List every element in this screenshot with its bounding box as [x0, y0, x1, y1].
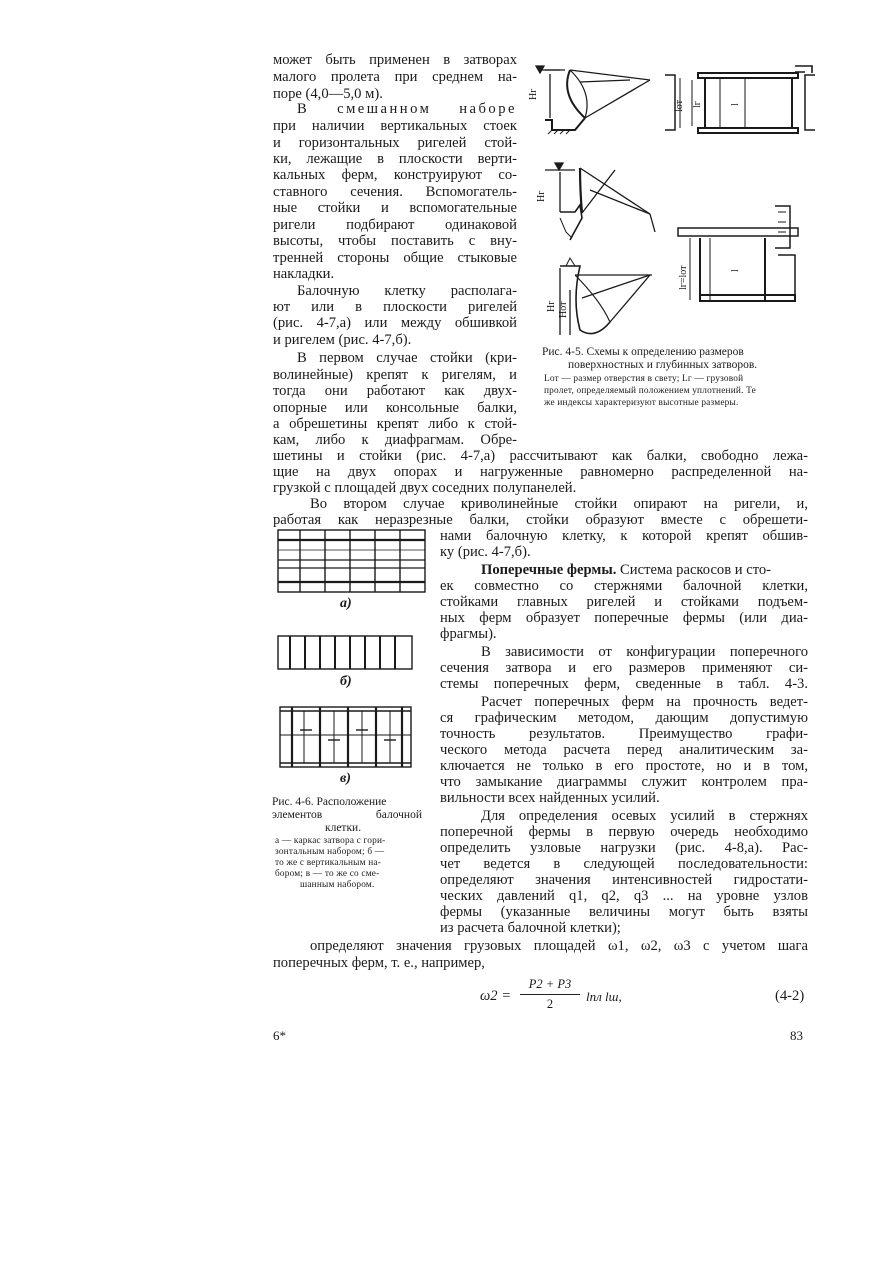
text-line: определяют значения грузовых площадей ω1, ω2, ω3 с учетом шага	[310, 938, 808, 954]
text-line: грузкой с площадей двух соседних полупанелей.	[273, 480, 577, 496]
text-line: ческого метода расчета перед аналитическим за-	[440, 742, 808, 758]
text-line: стойками главных ригелей и стойками подъем-	[440, 594, 808, 610]
figure-4-6-note-2: зонтальным набором; б —	[275, 847, 385, 857]
text-line: ек совместно со стержнями балочной клетки,	[440, 578, 808, 594]
text-line: и ригелем (рис. 4-7,б).	[273, 332, 412, 348]
text-line: (рис. 4-7,а) или между обшивкой	[273, 315, 517, 331]
label-lg-lot-2: lг=lот	[678, 265, 689, 290]
figure-4-6-caption-1: Рис. 4-6. Расположение	[272, 796, 387, 808]
text-line: Расчет поперечных ферм на прочность ведет-	[481, 694, 808, 710]
text-line: чет ведется в следующей последовательности:	[440, 856, 808, 872]
text-line: стемы поперечных ферм, сведенные в табл. 4-3.	[440, 676, 808, 692]
text-line: определяют значения интенсивностей гидростати-	[440, 872, 808, 888]
text-line: нами балочную клетку, к которой крепят обшив-	[440, 528, 808, 544]
text-line: накладки.	[273, 266, 335, 282]
formula-number: (4-2)	[775, 988, 805, 1004]
figure-4-6-label-c: в)	[340, 771, 351, 786]
text-line: высоты, чтобы поставить с вну-	[273, 233, 517, 249]
text-line-spaced: В смешанном наборе	[297, 101, 517, 117]
label-hg-1: Hг	[528, 88, 539, 100]
figure-4-6-note-5: шанным набором.	[300, 880, 375, 890]
text-line: сечения затвора и его размеров применяют си-	[440, 660, 808, 676]
label-hg-2: Hг	[536, 190, 547, 202]
text-line: и горизонтальных ригелей стой-	[273, 135, 517, 151]
text-line: из расчета балочной клетки);	[440, 920, 621, 936]
text-line: ческих давлений q1, q2, q3 ... на уровне узлов	[440, 888, 808, 904]
label-lot-1: lот	[674, 99, 685, 112]
text-line: опорные или консольные балки,	[273, 400, 517, 416]
text-line: ных ферм образует поперечные фермы (или диа-	[440, 610, 808, 626]
figure-4-5-note-3: же индексы характеризуют высотные размеры.	[544, 398, 739, 408]
text-line: ключается не только в его простоте, но и в том,	[440, 758, 808, 774]
formula-numerator: P2 + P3	[528, 977, 572, 991]
text-line: Во втором случае криволинейные стойки опирают на ригели, и,	[310, 496, 808, 512]
text-line: ставного сечения. Вспомогатель-	[273, 184, 517, 200]
figure-4-6-note-3: то же с вертикальным на-	[275, 858, 382, 868]
label-l-2: l	[730, 269, 741, 272]
text-line: тренней стороны общие стыковые	[273, 250, 517, 266]
text-line: кам, либо к диафрагмам. Обре-	[273, 432, 517, 448]
text-line: что замыкание диаграммы служит контролем пра-	[440, 774, 808, 790]
text-line: поперечной фермы в первую очередь необходимо	[440, 824, 808, 840]
text-line: ют или в плоскости ригелей	[273, 299, 517, 315]
text-line: Для определения осевых усилий в стержнях	[481, 808, 808, 824]
text-line: работая как неразрезные балки, стойки образуют вместе с обрешети-	[273, 512, 808, 528]
page-mark-left: 6*	[273, 1028, 286, 1043]
text-line: поре (4,0—5,0 м).	[273, 86, 383, 102]
label-lg-1: lг	[692, 101, 703, 108]
text-line: ригели подбирают одинаковой	[273, 217, 517, 233]
label-hg-3: Hг	[546, 300, 557, 312]
text-line: В зависимости от конфигурации поперечного	[481, 644, 808, 660]
text-line: ку (рис. 4-7,б).	[440, 544, 531, 560]
figure-4-6-note-1: а — каркас затвора с гори-	[275, 836, 386, 846]
text-line: кальных ферм, конструируют со-	[273, 167, 517, 183]
formula-denominator: 2	[546, 997, 554, 1011]
figure-4-6-label-a: а)	[340, 596, 352, 611]
text-line: точность результатов. Преимущество графи-	[440, 726, 808, 742]
text-line: малого пролета при среднем на-	[273, 69, 517, 85]
label-hot-3: Hот	[558, 301, 569, 318]
text-line: шетины и стойки (рис. 4-7,а) рассчитывают как балки, свободно лежа-	[273, 448, 808, 464]
text-line-heading: Поперечные фермы. Система раскосов и сто-	[481, 562, 772, 578]
text-line: а обрешетины крепят либо к стой-	[273, 416, 517, 432]
text-line: поперечных ферм, т. е., например,	[273, 955, 485, 971]
figure-4-6-label-b: б)	[340, 674, 352, 689]
text-line: фермы (указанные величины могут быть взяты	[440, 904, 808, 920]
figure-4-5-caption-1: Рис. 4-5. Схемы к определению размеров	[542, 346, 744, 358]
formula-rhs: lпл lш,	[586, 989, 622, 1004]
text-line: может быть применен в затворах	[273, 52, 517, 68]
text-line: ные стойки и вспомогательные	[273, 200, 517, 216]
text-line: ки, лежащие в плоскости верти-	[273, 151, 517, 167]
label-l-1: l	[730, 103, 741, 106]
figure-4-5-caption-2: поверхностных и глубинных затворов.	[568, 359, 758, 371]
figure-4-5-note-2: пролет, определяемый положением уплотнений. Те	[544, 386, 756, 396]
figure-4-5-note-1: Lот — размер отверстия в свету; Lг — грузовой	[544, 374, 744, 384]
figure-4-6-caption-2: элементов балочной	[272, 809, 422, 821]
text-line: фрагмы).	[440, 626, 497, 642]
figure-4-6-note-4: бором; в — то же со сме-	[275, 869, 380, 879]
text-line: Балочную клетку располага-	[297, 283, 517, 299]
formula-lhs: ω2 =	[480, 988, 512, 1004]
text-line: волинейные) крепят к ригелям, и	[273, 367, 517, 383]
text-line: В первом случае стойки (кри-	[297, 350, 517, 366]
text-line: ся графическим методом, дающим допустимую	[440, 710, 808, 726]
figure-4-6-caption-3: клетки.	[325, 822, 362, 834]
text-line: щие на двух опорах и нагруженные равномерно распределенной на-	[273, 464, 808, 480]
page-number: 83	[790, 1028, 803, 1043]
text-line: определить узловые нагрузки (рис. 4-8,а). Рас-	[440, 840, 808, 856]
text-line: при наличии вертикальных стоек	[273, 118, 517, 134]
text-line: тогда они работают как двух-	[273, 383, 517, 399]
section-heading: Поперечные фермы.	[481, 562, 617, 578]
text-line: вильности всех найденных усилий.	[440, 790, 660, 806]
